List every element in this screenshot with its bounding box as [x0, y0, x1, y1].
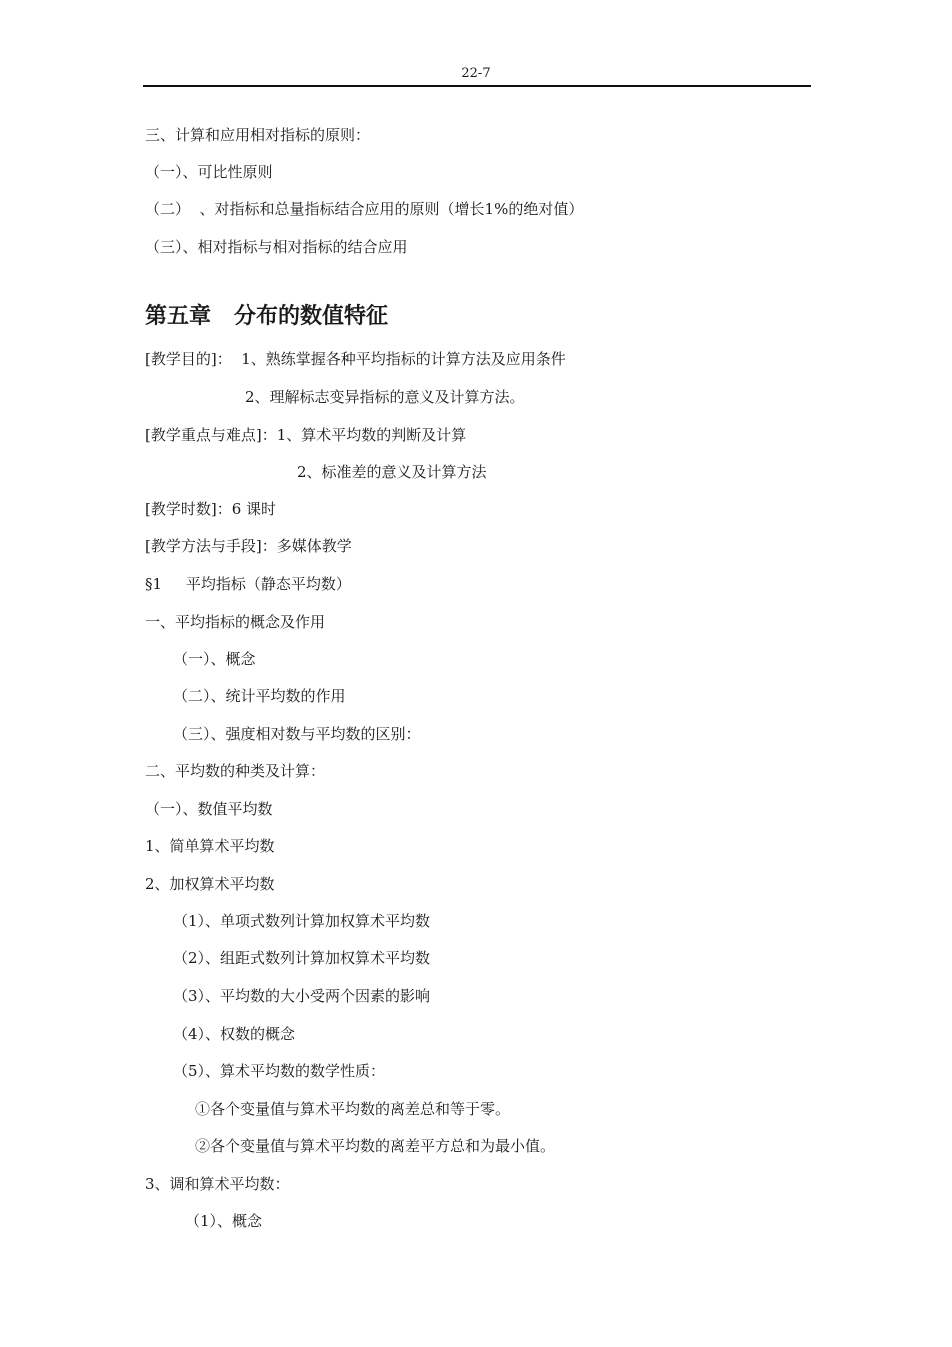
teaching-focus: 2、标准差的意义及计算方法	[297, 463, 487, 481]
teaching-goal: 2、理解标志变异指标的意义及计算方法。	[245, 388, 525, 406]
property-item: ②各个变量值与算术平均数的离差平方总和为最小值。	[195, 1137, 556, 1155]
part-heading: 一、平均指标的概念及作用	[145, 613, 326, 631]
list-item: （4）、权数的概念	[173, 1025, 296, 1043]
list-item: （一）、概念	[173, 650, 256, 668]
list-item: 1、简单算术平均数	[145, 837, 275, 855]
part-heading: 二、平均数的种类及计算：	[145, 762, 326, 780]
list-item: 3、调和算术平均数：	[145, 1175, 290, 1193]
subsection-heading: （一）、数值平均数	[145, 800, 273, 818]
list-item: （二）、统计平均数的作用	[173, 687, 346, 705]
teaching-focus: [教学重点与难点]：1、算术平均数的判断及计算	[145, 426, 467, 444]
section-title: §1 平均指标（静态平均数）	[145, 575, 351, 593]
chapter-title: 第五章 分布的数值特征	[145, 303, 388, 329]
list-item: 2、加权算术平均数	[145, 875, 275, 893]
teaching-goal: [教学目的]： 1、熟练掌握各种平均指标的计算方法及应用条件	[145, 350, 566, 368]
teaching-method: [教学方法与手段]：多媒体教学	[145, 537, 352, 555]
list-item: （5）、算术平均数的数学性质：	[173, 1062, 386, 1080]
header-rule	[143, 85, 811, 87]
principle-item: （二） 、对指标和总量指标结合应用的原则（增长1%的绝对值）	[145, 200, 584, 218]
principle-item: （三）、相对指标与相对指标的结合应用	[145, 238, 408, 256]
list-item: （2）、组距式数列计算加权算术平均数	[173, 949, 431, 967]
principle-item: （一）、可比性原则	[145, 163, 273, 181]
teaching-hours: [教学时数]：6 课时	[145, 500, 277, 518]
list-item: （3）、平均数的大小受两个因素的影响	[173, 987, 431, 1005]
page-number: 22-7	[461, 66, 491, 81]
property-item: ①各个变量值与算术平均数的离差总和等于零。	[195, 1100, 511, 1118]
list-item: （1）、概念	[185, 1212, 263, 1230]
principles-heading: 三、计算和应用相对指标的原则：	[145, 126, 371, 144]
list-item: （1）、单项式数列计算加权算术平均数	[173, 912, 431, 930]
list-item: （三）、强度相对数与平均数的区别：	[173, 725, 421, 743]
